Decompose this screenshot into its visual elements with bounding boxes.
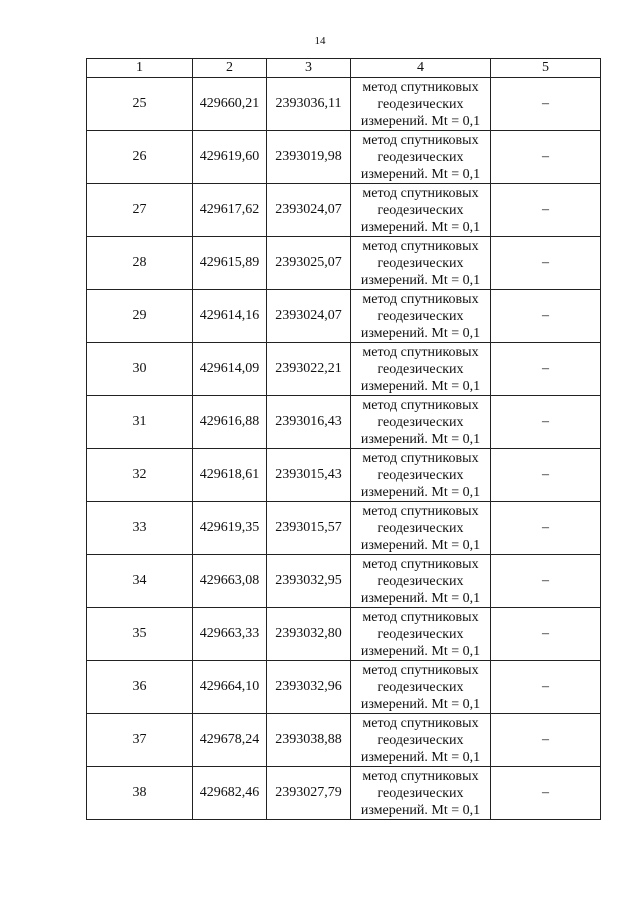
method-line: измерений. Mt = 0,1 (360, 113, 481, 129)
method-line: метод спутниковых (362, 768, 479, 784)
y-coordinate-cell: 2393015,43 (267, 449, 351, 502)
point-number-cell: 38 (87, 767, 193, 820)
y-coordinate-cell: 2393027,79 (267, 767, 351, 820)
x-coordinate-cell: 429678,24 (193, 714, 267, 767)
method-cell (351, 290, 491, 343)
method-line: метод спутниковых (362, 344, 479, 360)
table-body (87, 78, 601, 820)
method-line: геодезических (377, 96, 464, 112)
x-coordinate-cell: 429660,21 (193, 78, 267, 131)
y-coordinate-cell: 2393016,43 (267, 396, 351, 449)
method-line: измерений. Mt = 0,1 (360, 537, 481, 553)
table-row (87, 555, 601, 608)
method-line: геодезических (377, 626, 464, 642)
x-coordinate-cell: 429614,09 (193, 343, 267, 396)
method-line: геодезических (377, 467, 464, 483)
method-line: геодезических (377, 149, 464, 165)
header-row (87, 59, 601, 78)
note-cell: – (491, 184, 601, 237)
table-row (87, 78, 601, 131)
table-row (87, 396, 601, 449)
x-coordinate-cell: 429616,88 (193, 396, 267, 449)
note-cell: – (491, 608, 601, 661)
note-cell: – (491, 661, 601, 714)
point-number-cell: 35 (87, 608, 193, 661)
method-line: геодезических (377, 573, 464, 589)
method-cell (351, 396, 491, 449)
method-line: измерений. Mt = 0,1 (360, 166, 481, 182)
table-row (87, 449, 601, 502)
method-cell (351, 502, 491, 555)
method-line: измерений. Mt = 0,1 (360, 378, 481, 394)
note-cell: – (491, 396, 601, 449)
y-coordinate-cell: 2393032,96 (267, 661, 351, 714)
method-cell (351, 555, 491, 608)
method-line: метод спутниковых (362, 556, 479, 572)
method-cell (351, 237, 491, 290)
method-line: измерений. Mt = 0,1 (360, 484, 481, 500)
method-line: измерений. Mt = 0,1 (360, 643, 481, 659)
method-line: метод спутниковых (362, 132, 479, 148)
method-line: измерений. Mt = 0,1 (360, 272, 481, 288)
method-line: метод спутниковых (362, 238, 479, 254)
header-cell-3: 3 (267, 59, 351, 78)
method-line: геодезических (377, 520, 464, 536)
method-line: измерений. Mt = 0,1 (360, 696, 481, 712)
table-row (87, 661, 601, 714)
point-number-cell: 33 (87, 502, 193, 555)
y-coordinate-cell: 2393015,57 (267, 502, 351, 555)
method-line: метод спутниковых (362, 450, 479, 466)
note-cell: – (491, 290, 601, 343)
x-coordinate-cell: 429615,89 (193, 237, 267, 290)
table-row (87, 343, 601, 396)
note-cell: – (491, 502, 601, 555)
header-cell-4: 4 (351, 59, 491, 78)
method-line: метод спутниковых (362, 609, 479, 625)
note-cell: – (491, 131, 601, 184)
x-coordinate-cell: 429664,10 (193, 661, 267, 714)
point-number-cell: 37 (87, 714, 193, 767)
header-cell-2: 2 (193, 59, 267, 78)
method-cell (351, 184, 491, 237)
y-coordinate-cell: 2393022,21 (267, 343, 351, 396)
x-coordinate-cell: 429619,60 (193, 131, 267, 184)
table-row (87, 714, 601, 767)
method-cell (351, 608, 491, 661)
y-coordinate-cell: 2393032,80 (267, 608, 351, 661)
method-line: метод спутниковых (362, 503, 479, 519)
point-number-cell: 29 (87, 290, 193, 343)
point-number-cell: 25 (87, 78, 193, 131)
note-cell: – (491, 343, 601, 396)
method-line: метод спутниковых (362, 397, 479, 413)
method-cell (351, 78, 491, 131)
header-cell-5: 5 (491, 59, 601, 78)
method-line: измерений. Mt = 0,1 (360, 431, 481, 447)
method-line: метод спутниковых (362, 715, 479, 731)
method-cell (351, 714, 491, 767)
x-coordinate-cell: 429619,35 (193, 502, 267, 555)
point-number-cell: 32 (87, 449, 193, 502)
method-line: измерений. Mt = 0,1 (360, 590, 481, 606)
header-cell-1: 1 (87, 59, 193, 78)
point-number-cell: 30 (87, 343, 193, 396)
method-cell (351, 131, 491, 184)
note-cell: – (491, 449, 601, 502)
method-line: геодезических (377, 202, 464, 218)
method-line: метод спутниковых (362, 662, 479, 678)
table-row (87, 131, 601, 184)
method-line: измерений. Mt = 0,1 (360, 802, 481, 818)
method-line: геодезических (377, 414, 464, 430)
method-line: метод спутниковых (362, 79, 479, 95)
method-line: метод спутниковых (362, 185, 479, 201)
x-coordinate-cell: 429614,16 (193, 290, 267, 343)
note-cell: – (491, 714, 601, 767)
coordinates-table (86, 58, 601, 820)
point-number-cell: 34 (87, 555, 193, 608)
method-line: измерений. Mt = 0,1 (360, 749, 481, 765)
point-number-cell: 36 (87, 661, 193, 714)
method-line: геодезических (377, 308, 464, 324)
method-line: измерений. Mt = 0,1 (360, 219, 481, 235)
x-coordinate-cell: 429682,46 (193, 767, 267, 820)
table-row (87, 767, 601, 820)
point-number-cell: 26 (87, 131, 193, 184)
y-coordinate-cell: 2393019,98 (267, 131, 351, 184)
table-row (87, 608, 601, 661)
x-coordinate-cell: 429617,62 (193, 184, 267, 237)
method-line: геодезических (377, 255, 464, 271)
y-coordinate-cell: 2393032,95 (267, 555, 351, 608)
note-cell: – (491, 78, 601, 131)
method-line: измерений. Mt = 0,1 (360, 325, 481, 341)
y-coordinate-cell: 2393024,07 (267, 290, 351, 343)
y-coordinate-cell: 2393036,11 (267, 78, 351, 131)
method-cell (351, 661, 491, 714)
note-cell: – (491, 767, 601, 820)
y-coordinate-cell: 2393038,88 (267, 714, 351, 767)
x-coordinate-cell: 429663,33 (193, 608, 267, 661)
point-number-cell: 27 (87, 184, 193, 237)
point-number-cell: 28 (87, 237, 193, 290)
table-row (87, 502, 601, 555)
table-row (87, 290, 601, 343)
method-line: метод спутниковых (362, 291, 479, 307)
method-cell (351, 449, 491, 502)
table-row (87, 184, 601, 237)
table-header (87, 59, 601, 78)
method-cell (351, 767, 491, 820)
x-coordinate-cell: 429618,61 (193, 449, 267, 502)
method-line: геодезических (377, 732, 464, 748)
method-cell (351, 343, 491, 396)
page-number: 14 (314, 35, 326, 47)
method-line: геодезических (377, 679, 464, 695)
x-coordinate-cell: 429663,08 (193, 555, 267, 608)
method-line: геодезических (377, 361, 464, 377)
table-row (87, 237, 601, 290)
y-coordinate-cell: 2393024,07 (267, 184, 351, 237)
y-coordinate-cell: 2393025,07 (267, 237, 351, 290)
note-cell: – (491, 555, 601, 608)
method-line: геодезических (377, 785, 464, 801)
point-number-cell: 31 (87, 396, 193, 449)
note-cell: – (491, 237, 601, 290)
